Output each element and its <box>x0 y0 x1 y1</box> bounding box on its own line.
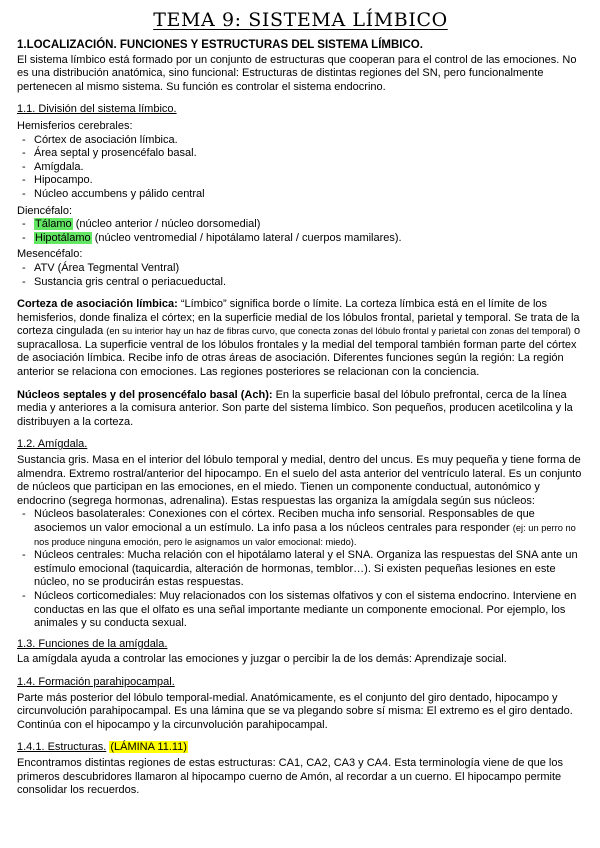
list-item-text <box>34 508 584 549</box>
list-item <box>17 590 584 631</box>
list-item <box>17 218 584 232</box>
septales-text: En la superficie basal del lóbulo prefrontal, cerca de la línea media y anteriores a la comisura anterior. Son parte del sistema límbico. Son pequeños, producen acetilcolina y la distribuyen a la corteza. <box>17 388 573 428</box>
section-1-2-heading-text: 1.2. Amígdala. <box>17 438 88 451</box>
highlight-green: Hipotálamo <box>35 231 91 244</box>
list-item-text: Córtex de asociación límbica. <box>34 133 178 146</box>
diencefalo-list <box>17 218 584 245</box>
list-item-rest: (núcleo anterior / núcleo dorsomedial) <box>72 218 261 231</box>
section-1-4-1-heading-text: 1.4.1. Estructuras. <box>17 741 107 754</box>
list-item-rest: (núcleo ventromedial / hipotálamo lateral / cuerpos mamilares). <box>91 231 402 244</box>
section-1-4-1-heading <box>17 741 584 755</box>
list-item-text: Área septal y prosencéfalo basal. <box>34 147 197 160</box>
septales-paragraph <box>17 389 584 430</box>
nucleo-text-1: Conexiones con el córtex. Reciben mucha info sensorial. Responsables de que asociemos un valor emocional a un estímulo. La info pasa a los núcleos centrales para responder <box>34 508 535 534</box>
section-1-3-text: La amígdala ayuda a controlar las emociones y juzgar o percibir la de los demás: Aprendizaje social. <box>17 653 507 666</box>
dash-bullet: - <box>22 231 26 244</box>
dash-bullet: - <box>22 218 26 231</box>
septales-lead: Núcleos septales y del prosencéfalo basal (Ach): <box>17 388 273 401</box>
nucleo-small-note: (ej: un perro no nos produce ninguna emoción, pero le asignamos un valor emocional: miedo). <box>34 523 576 547</box>
section-1-2-heading <box>17 438 584 452</box>
highlight-yellow: (LÁMINA 11.11) <box>110 741 187 754</box>
list-item-text: Hipocampo. <box>34 174 93 187</box>
list-item-text: Sustancia gris central o periacueductal. <box>34 275 226 288</box>
list-item <box>17 174 584 188</box>
section-1-3-heading <box>17 638 584 652</box>
hemisferios-label: Hemisferios cerebrales: <box>17 119 133 132</box>
corteza-small-note: (en su interior hay un haz de fibras curvo, que conecta zonas del lóbulo frontal y parietal con zonas del temporal) <box>106 326 571 337</box>
section-1-4-text: Parte más posterior del lóbulo temporal-medial. Anatómicamente, es el conjunto del giro dentado, hipocampo y circunvolución parahipocampal. Es una lámina que se va plegando sobre sí misma: El extremo es el giro dentado. Continúa con el hipocampo y la circunvolución parahipocampal. <box>17 691 573 731</box>
corteza-text-2: o supracallosa. La superficie ventral de los lóbulos frontales y la medial del temporal también forman parte del córtex de asociación límbica. Recibe info de otras áreas de asociación. Diferentes funciones según la región: La región anterior se relaciona con emociones. Las regiones posteriores se relacionan con la conciencia. <box>17 325 581 379</box>
mesencefalo-label: Mesencéfalo: <box>17 248 83 261</box>
dash-bullet: - <box>22 160 26 173</box>
spacer <box>17 289 584 298</box>
corteza-paragraph <box>17 298 584 380</box>
dash-bullet: - <box>22 174 26 187</box>
nucleo-text-1: Mucha relación con el hipotálamo lateral y el SNA. Organiza las respuestas del SNA ante un estímulo emocional (taquicardia, alteración de hormonas, temblor…). Si existen pequeñas lesiones en este núcleo, no se producirán estas respuestas. <box>34 549 578 589</box>
section-1-3-heading-text: 1.3. Funciones de la amígdala. <box>17 637 168 650</box>
highlight-green: Tálamo <box>35 218 72 231</box>
section-1-heading: 1.LOCALIZACIÓN. FUNCIONES Y ESTRUCTURAS DEL SISTEMA LÍMBICO. <box>17 39 423 51</box>
amigdala-list <box>17 508 584 630</box>
dash-bullet: - <box>22 147 26 160</box>
nucleo-lead: Núcleos basolaterales: <box>34 508 146 521</box>
diencefalo-label: Diencéfalo: <box>17 204 73 217</box>
section-1-1-heading <box>17 103 584 117</box>
nucleo-text-1: Muy relacionados con los sistemas olfativos y con el sistema endocrino. Interviene en conductas en las que el olfato es una señal importante mediante un componente emocional. Por ejemplo, los animales y su conducta sexual. <box>34 589 577 630</box>
list-item <box>17 232 584 246</box>
corteza-text-1: “Límbico” significa borde o límite. La corteza límbica está en el límite de los hemisferios, donde finaliza el córtex; en la superficie medial de los lóbulos frontal, parietal y temporal. Se trata de la corteza cingulada <box>17 298 580 338</box>
corteza-lead: Corteza de asociación límbica: <box>17 298 178 311</box>
list-item-text: Amígdala. <box>34 160 84 173</box>
dash-bullet: - <box>22 508 26 521</box>
list-item-text <box>34 590 584 631</box>
section-1-1-heading-text: 1.1. División del sistema límbico. <box>17 103 177 116</box>
dash-bullet: - <box>22 549 26 562</box>
list-item-text <box>34 232 584 246</box>
section-1-4-heading-text: 1.4. Formación parahipocampal. <box>17 675 175 688</box>
doc-title-text: TEMA 9: SISTEMA LÍMBICO <box>153 9 448 31</box>
list-item <box>17 508 584 549</box>
section-1-4-heading <box>17 676 584 690</box>
dash-bullet: - <box>22 275 26 288</box>
list-item <box>17 161 584 175</box>
list-item <box>17 549 584 590</box>
list-item-text <box>34 549 584 590</box>
amigdala-intro: Sustancia gris. Masa en el interior del lóbulo temporal y medial, dentro del uncus. Es muy pequeña y tiene forma de almendra. Extremo rostral/anterior del hipocampo. En el suelo del asta anterior del ventrículo lateral. Es un conjunto de núcleos que participan en las emociones, en el miedo. Tienen un componente conductual, autonómico y endocrino (segrega hormonas, adrenalina). Estas respuestas las organiza la amígdala según sus núcleos: <box>17 454 582 507</box>
list-item-text <box>34 218 584 232</box>
list-item <box>17 262 584 276</box>
list-item <box>17 147 584 161</box>
list-item-text: Núcleo accumbens y pálido central <box>34 187 205 200</box>
list-item <box>17 188 584 202</box>
mesencefalo-list <box>17 262 584 289</box>
dash-bullet: - <box>22 133 26 146</box>
hemisferios-list <box>17 134 584 202</box>
dash-bullet: - <box>22 261 26 274</box>
list-item <box>17 276 584 290</box>
list-item <box>17 134 584 148</box>
doc-title <box>17 8 584 32</box>
list-item-text: ATV (Área Tegmental Ventral) <box>34 261 180 274</box>
nucleo-lead: Núcleos centrales: <box>34 549 125 562</box>
section-1-intro: El sistema límbico está formado por un conjunto de estructuras que cooperan para el control de las emociones. No es una distribución anatómica, sino funcional: Estructuras de distintas regiones del SN, pero funcionalmente pertenecen al mismo sistema. Su función es controlar el sistema endocrino. <box>17 53 577 93</box>
dash-bullet: - <box>22 589 26 602</box>
section-1-4-1-text: Encontramos distintas regiones de estas estructuras: CA1, CA2, CA3 y CA4. Esta terminología viene de que los primeros descubridores llamaron al hipocampo cuerno de Amón, al recordar a un cuerno. El hipocampo permite consolidar los recuerdos. <box>17 756 563 797</box>
nucleo-lead: Núcleos corticomediales: <box>34 589 157 602</box>
dash-bullet: - <box>22 187 26 200</box>
